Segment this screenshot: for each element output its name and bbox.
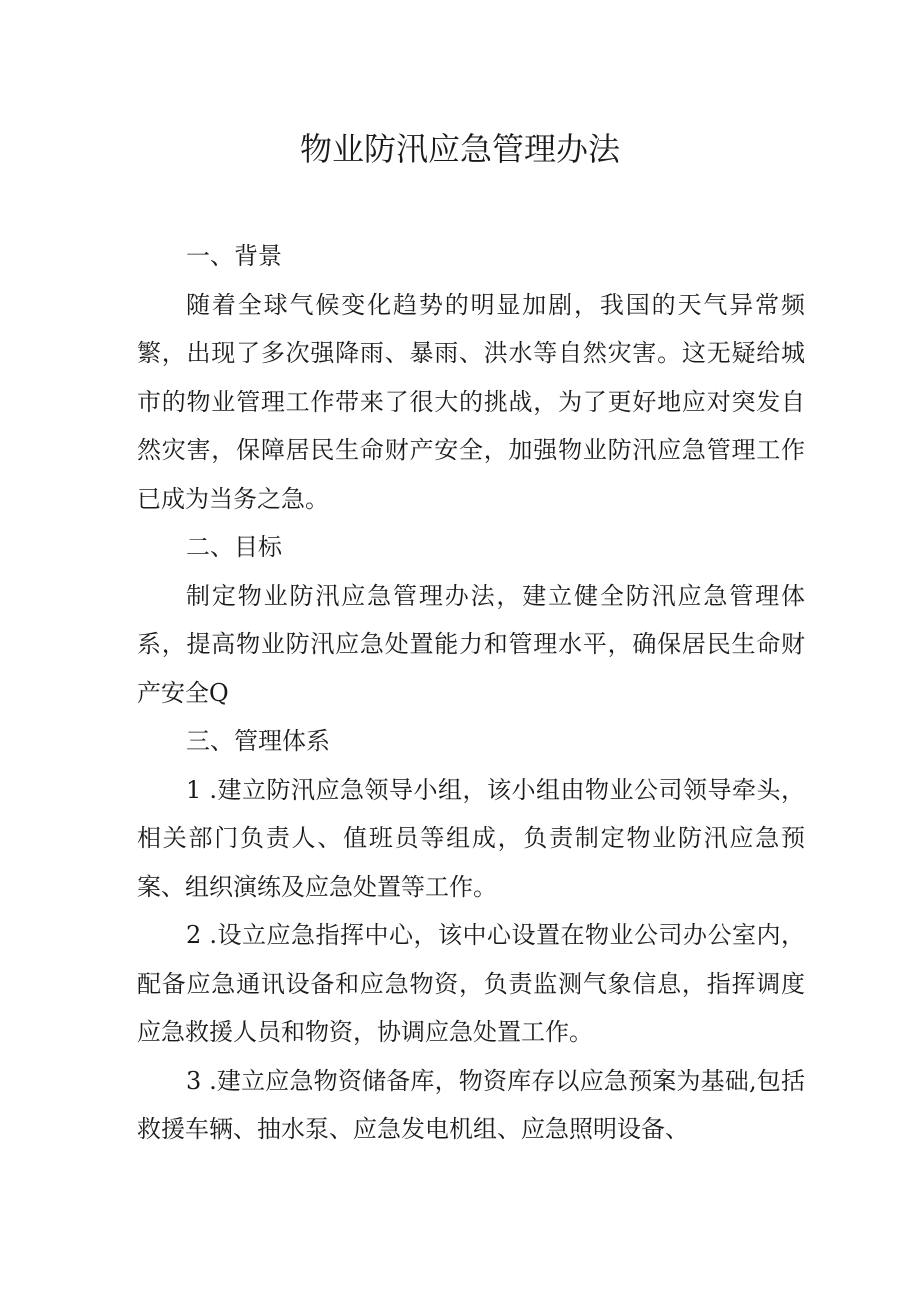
section-heading-management-system: 三、管理体系 bbox=[186, 727, 330, 755]
list-item-2: 2 .设立应急指挥中心，该中心设置在物业公司办公室内，配备应急通讯设备和应急物资，负责监测气象信息，指挥调度应急救援人员和物资，协调应急处置工作。 bbox=[137, 921, 805, 1046]
document-body bbox=[137, 232, 805, 1154]
document-title: 物业防汛应急管理办法 bbox=[299, 130, 620, 168]
section-heading-goal: 二、目标 bbox=[186, 533, 282, 561]
list-item-3: 3 .建立应急物资储备库，物资库存以应急预案为基础,包括救援车辆、抽水泵、应急发电机组、应急照明设备、 bbox=[137, 1066, 805, 1143]
paragraph-goal: 制定物业防汛应急管理办法，建立健全防汛应急管理体系，提高物业防汛应急处置能力和管理水平，确保居民生命财产安全Q bbox=[137, 581, 805, 707]
list-item-1: 1 .建立防汛应急领导小组，该小组由物业公司领导牵头，相关部门负责人、值班员等组成，负责制定物业防汛应急预案、组织演练及应急处置等工作。 bbox=[137, 775, 805, 901]
paragraph-background: 随着全球气候变化趋势的明显加剧，我国的天气异常频繁，出现了多次强降雨、暴雨、洪水等自然灾害。这无疑给城市的物业管理工作带来了很大的挑战，为了更好地应对突发自然灾害，保障居民生命财产安全，加强物业防汛应急管理工作已成为当务之急。 bbox=[137, 290, 805, 513]
section-heading-background: 一、背景 bbox=[186, 242, 282, 270]
